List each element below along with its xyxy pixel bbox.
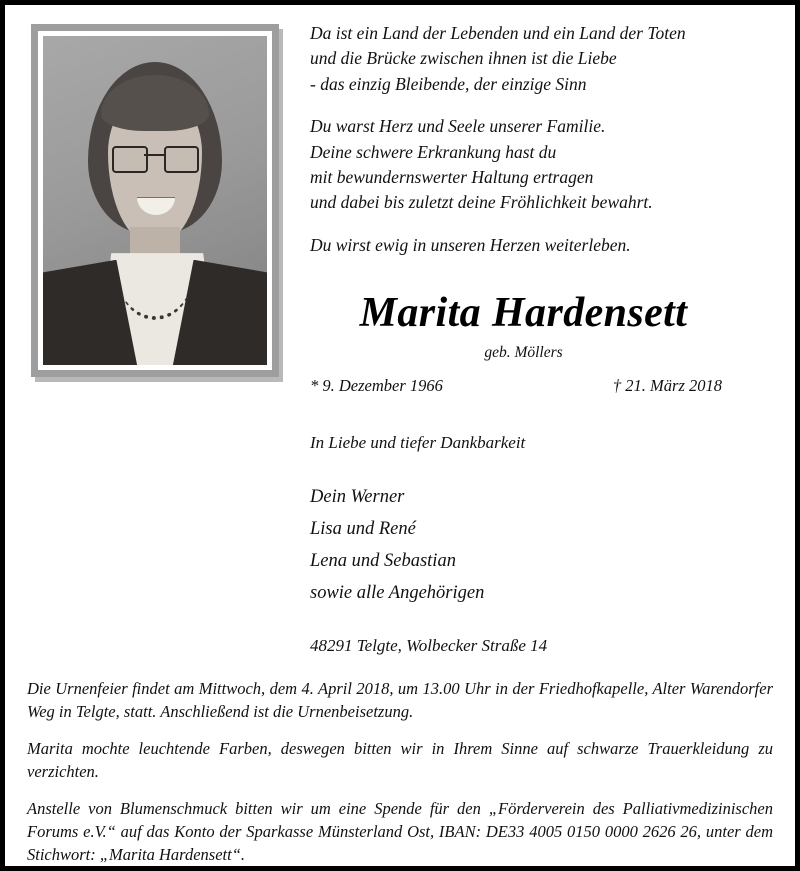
photo-gray-frame [31, 24, 279, 377]
birth-date: * 9. Dezember 1966 [310, 376, 443, 396]
memorial-verse [310, 5, 785, 258]
list-item: Dein Werner [310, 487, 405, 508]
verse-line: Deine schwere Erkrankung hast du [310, 141, 557, 162]
death-date: † 21. März 2018 [612, 376, 722, 396]
verse-stanza-2 [310, 114, 785, 216]
dresscode-notice: Marita mochte leuchtende Farben, deswegen bitten wir in Ihrem Sinne auf schwarze Trauerkleidung zu verzichten. [27, 739, 773, 781]
verse-line: und die Brücke zwischen ihnen ist die Liebe [310, 48, 617, 69]
deceased-name-block [310, 288, 785, 396]
verse-line: Du wirst ewig in unseren Herzen weiterleben. [310, 234, 631, 255]
glasses-right-lens-icon [164, 146, 199, 173]
page-inner [5, 5, 795, 866]
main-text-column [310, 5, 785, 656]
verse-line: Da ist ein Land der Lebenden und ein Land der Toten [310, 23, 686, 43]
donation-notice: Anstelle von Blumenschmuck bitten wir um eine Spende für den „Förderverein des Palliativmedizinischen Forums e.V.“ auf das Konto der Sparkasse Münsterland Ost, IBAN: DE33 4005 0150 0000 2626 26, unter dem Stichwort: „Marita Hardensett“. [27, 799, 773, 864]
family-address: 48291 Telgte, Wolbecker Straße 14 [310, 636, 548, 656]
deceased-full-name: Marita Hardensett [359, 290, 688, 337]
verse-line: Du warst Herz und Seele unserer Familie. [310, 116, 606, 137]
verse-line: und dabei bis zuletzt deine Fröhlichkeit bewahrt. [310, 192, 653, 213]
gratitude-line: In Liebe und tiefer Dankbarkeit [310, 433, 526, 453]
deceased-maiden-name: geb. Möllers [484, 344, 563, 362]
funeral-notice: Die Urnenfeier findet am Mittwoch, dem 4. April 2018, um 13.00 Uhr in der Friedhofkapelle, Alter Warendorfer Weg in Telgte, statt. Anschließend ist die Urnenbeisetzung. [27, 679, 773, 721]
list-item: Lisa und René [310, 519, 416, 540]
verse-line: mit bewundernswerter Haltung ertragen [310, 167, 594, 188]
glasses-left-lens-icon [112, 146, 147, 173]
glasses-bridge-icon [144, 154, 164, 156]
survivors-list [310, 481, 785, 609]
list-item: Lena und Sebastian [310, 551, 456, 572]
list-item: sowie alle Angehörigen [310, 583, 485, 604]
photo-white-inner-frame [38, 31, 272, 370]
notices-section [27, 677, 773, 866]
top-area [5, 5, 795, 665]
verse-line: - das einzig Bleibende, der einzige Sinn [310, 73, 587, 94]
portrait-image [43, 36, 267, 365]
portrait-photo-block [31, 24, 279, 377]
verse-stanza-3 [310, 233, 785, 258]
verse-stanza-1 [310, 21, 785, 97]
life-dates [310, 376, 737, 396]
